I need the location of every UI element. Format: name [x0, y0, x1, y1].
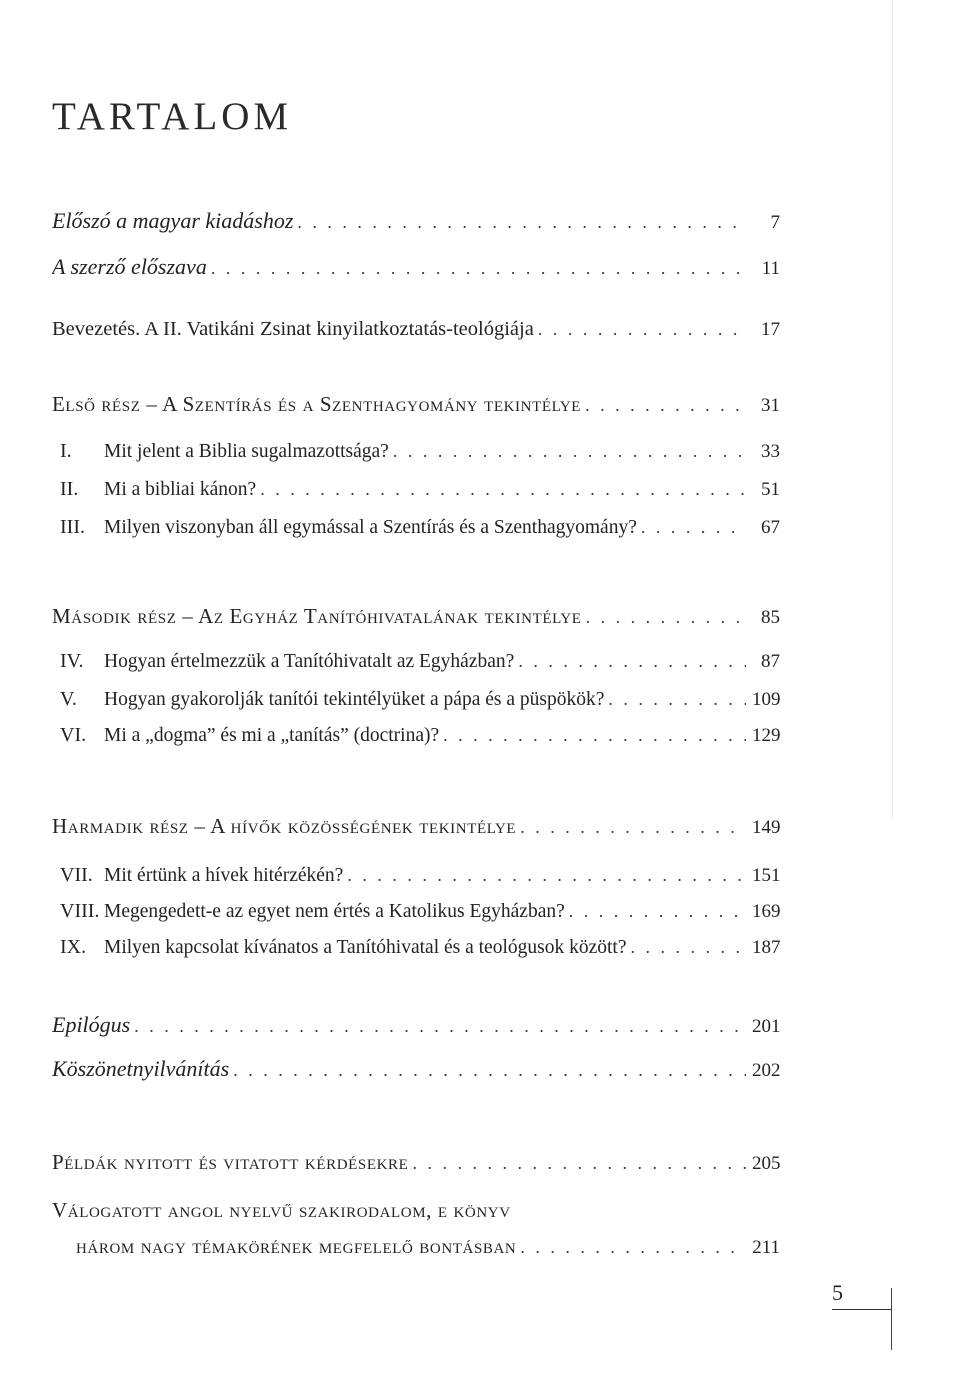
toc-chapter-9[interactable] — [60, 936, 780, 970]
entry-label: Előszó a magyar kiadáshoz — [52, 208, 294, 233]
entry-label: Megengedett-e az egyet nem értés a Katolikus Egyházban? — [104, 901, 565, 922]
entry-page: 169 — [752, 901, 780, 922]
toc-part-3[interactable] — [52, 814, 780, 848]
leader-dots — [443, 725, 746, 746]
toc-chapter-2[interactable] — [60, 478, 780, 512]
chapter-number: II. — [60, 478, 79, 500]
entry-page: 67 — [761, 517, 780, 538]
entry-label: Válogatott angol nyelvű szakirodalom, e könyv — [52, 1198, 511, 1222]
toc-entry-bibliography-continued[interactable] — [76, 1234, 780, 1268]
entry-label-continued: három nagy témakörének megfelelő bontásban — [76, 1234, 517, 1258]
chapter-number: V. — [60, 688, 77, 710]
entry-label: Milyen viszonyban áll egymással a Szentírás és a Szenthagyomány? — [104, 517, 637, 538]
entry-label: Bevezetés. A II. Vatikáni Zsinat kinyilatkoztatás-teológiája — [52, 318, 534, 340]
toc-entry-examples[interactable] — [52, 1150, 780, 1184]
page-number-rule — [832, 1309, 892, 1310]
entry-label: Második rész – Az Egyház Tanítóhivatalának tekintélye — [52, 604, 582, 628]
leader-dots — [641, 517, 746, 538]
chapter-number: I. — [60, 440, 72, 462]
leader-dots — [260, 479, 746, 500]
toc-entry-acknowledgements[interactable] — [52, 1056, 780, 1090]
toc-part-1[interactable] — [52, 392, 780, 426]
entry-page: 87 — [761, 651, 780, 672]
entry-page: 187 — [752, 937, 780, 958]
toc-chapter-7[interactable] — [60, 864, 780, 898]
entry-page: 33 — [761, 441, 780, 462]
entry-label: Epilógus — [52, 1012, 131, 1037]
page-title: TARTALOM — [52, 95, 293, 138]
toc-chapter-4[interactable] — [60, 650, 780, 684]
leader-dots — [608, 689, 746, 710]
entry-label: Mi a „dogma” és mi a „tanítás” (doctrina)? — [104, 725, 440, 746]
entry-label: Első rész – A Szentírás és a Szenthagyomány tekintélye — [52, 392, 582, 416]
toc-entry-author-foreword[interactable] — [52, 254, 780, 288]
entry-page: 201 — [752, 1016, 780, 1037]
toc-chapter-1[interactable] — [60, 440, 780, 474]
leader-dots — [233, 1060, 746, 1081]
entry-label: Mit értünk a hívek hitérzékén? — [104, 865, 344, 886]
toc-chapter-3[interactable] — [60, 516, 780, 550]
entry-page: 205 — [752, 1153, 780, 1174]
entry-label: Példák nyitott és vitatott kérdésekre — [52, 1150, 409, 1174]
leader-dots — [347, 865, 746, 886]
toc-entry-bibliography[interactable] — [52, 1198, 780, 1232]
chapter-number: VII. — [60, 864, 93, 886]
entry-page: 17 — [761, 319, 780, 340]
entry-page: 151 — [752, 865, 780, 886]
entry-label: Köszönetnyilvánítás — [52, 1056, 230, 1081]
entry-label: Hogyan értelmezzük a Tanítóhivatalt az Egyházban? — [104, 651, 515, 672]
leader-dots — [134, 1016, 746, 1037]
leader-dots — [586, 607, 746, 628]
chapter-number: IX. — [60, 936, 87, 958]
chapter-number: VIII. — [60, 900, 100, 922]
leader-dots — [585, 395, 746, 416]
toc-part-2[interactable] — [52, 604, 780, 638]
entry-label: Mi a bibliai kánon? — [104, 479, 257, 500]
entry-page: 211 — [752, 1237, 780, 1258]
leader-dots — [520, 817, 746, 838]
entry-page: 51 — [761, 479, 780, 500]
entry-page: 85 — [761, 607, 780, 628]
entry-label: Mit jelent a Biblia sugalmazottsága? — [104, 441, 389, 462]
leader-dots — [518, 651, 746, 672]
leader-dots — [297, 212, 746, 233]
entry-page: 11 — [761, 258, 780, 279]
toc-chapter-8[interactable] — [60, 900, 780, 934]
page-number: 5 — [832, 1280, 843, 1305]
toc-entry-foreword-hu[interactable] — [52, 208, 780, 242]
leader-dots — [569, 901, 746, 922]
entry-page: 129 — [752, 725, 780, 746]
entry-page: 202 — [752, 1060, 780, 1081]
leader-dots — [412, 1153, 746, 1174]
leader-dots — [211, 258, 746, 279]
chapter-number: VI. — [60, 724, 87, 746]
toc-entry-epilogue[interactable] — [52, 1012, 780, 1046]
entry-label: Hogyan gyakorolják tanítói tekintélyüket a pápa és a püspökök? — [104, 689, 605, 710]
chapter-number: III. — [60, 516, 85, 538]
entry-page: 31 — [761, 395, 780, 416]
toc-entry-introduction[interactable] — [52, 318, 780, 352]
entry-page: 109 — [752, 689, 780, 710]
entry-page: 149 — [752, 817, 780, 838]
entry-label: A szerző előszava — [52, 254, 207, 279]
toc-chapter-6[interactable] — [60, 724, 780, 758]
leader-dots — [520, 1237, 746, 1258]
entry-page: 7 — [770, 212, 780, 233]
margin-rule — [891, 1288, 892, 1350]
leader-dots — [538, 319, 746, 340]
leader-dots — [393, 441, 746, 462]
leader-dots — [630, 937, 746, 958]
chapter-number: IV. — [60, 650, 84, 672]
toc-chapter-5[interactable] — [60, 688, 780, 722]
entry-label: Harmadik rész – A hívők közösségének tekintélye — [52, 814, 517, 838]
entry-label: Milyen kapcsolat kívánatos a Tanítóhivatal és a teológusok között? — [104, 937, 627, 958]
scan-edge — [892, 0, 893, 820]
